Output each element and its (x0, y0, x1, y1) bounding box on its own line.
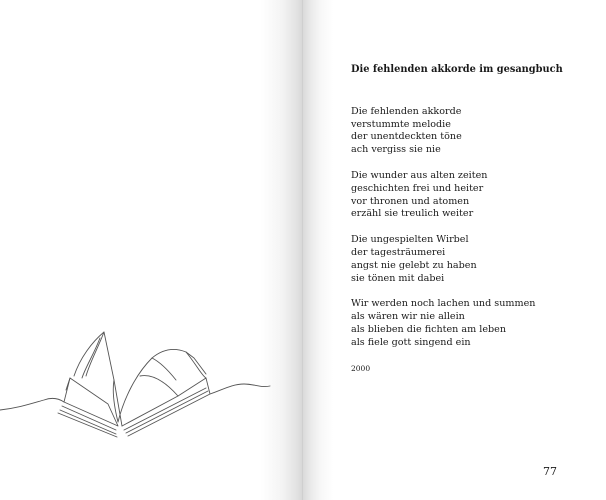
poem-line: als wären wir nie allein (351, 311, 465, 323)
poem-year: 2000 (351, 363, 371, 373)
stanza-1 (351, 106, 581, 157)
poem-line: Die wunder aus alten zeiten (351, 169, 488, 181)
poem-line: sie tönen mit dabei (351, 272, 445, 284)
poem-line: ach vergiss sie nie (351, 144, 441, 156)
poem-line: Die fehlenden akkorde (351, 105, 462, 117)
poem-line: als blieben die fichten am leben (351, 323, 507, 335)
page-number: 77 (543, 465, 557, 478)
poem-line: als fiele gott singend ein (351, 336, 471, 348)
stanza-3 (351, 234, 581, 285)
poem-line: der unentdeckten töne (351, 131, 462, 143)
poem-line: Wir werden noch lachen und summen (351, 298, 536, 310)
poem-line: geschichten frei und heiter (351, 182, 484, 194)
poem-line: Die ungespielten Wirbel (351, 234, 469, 246)
stanza-2 (351, 170, 581, 221)
poem-line: der tagesträumerei (351, 246, 446, 258)
poem-line: erzähl sie treulich weiter (351, 208, 474, 220)
gutter (302, 0, 303, 500)
open-book-line-drawing-icon (0, 318, 300, 438)
stanza-4 (351, 298, 581, 349)
poem-title: Die fehlenden akkorde im gesangbuch (351, 64, 563, 75)
poem-line: vor thronen und atomen (351, 195, 470, 207)
poem-line: angst nie gelebt zu haben (351, 259, 477, 271)
poem-line: verstummte melodie (351, 118, 451, 130)
poem (351, 64, 581, 375)
